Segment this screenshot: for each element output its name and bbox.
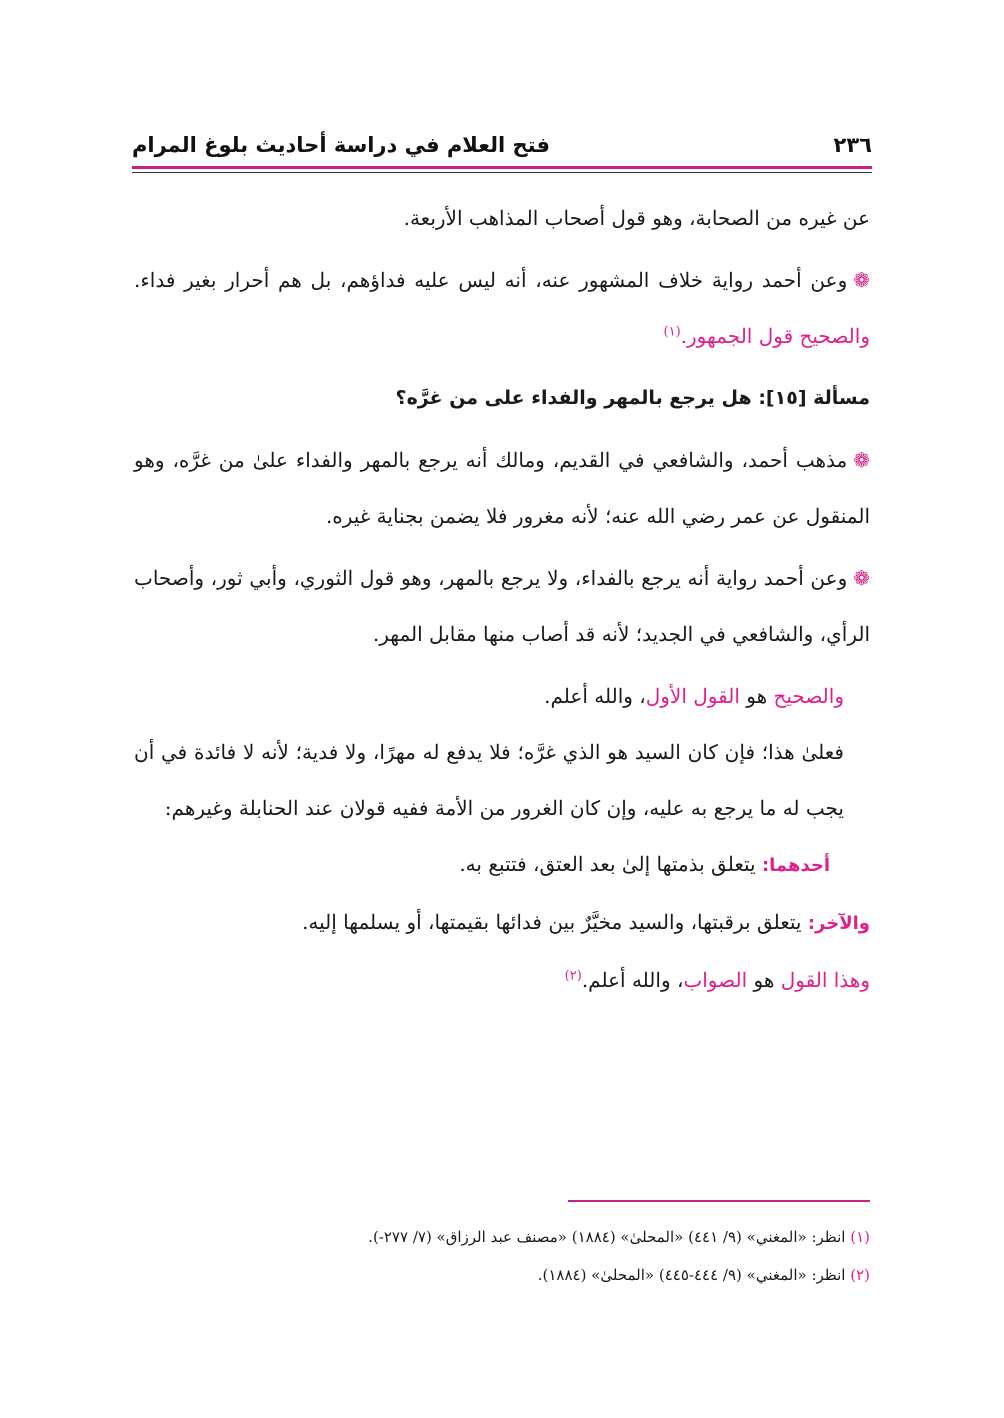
footnote-separator xyxy=(568,1200,870,1202)
text-allah-alam: ، والله أعلم. xyxy=(581,968,684,992)
footnote-1 xyxy=(134,1218,870,1256)
highlight-this-opinion: وهذا القول xyxy=(780,968,870,992)
opinion-one-text: يتعلق بذمتها إلىٰ بعد العتق، فتتبع به. xyxy=(459,852,756,876)
paragraph-text: مذهب أحمد، والشافعي في القديم، ومالك أنه يرجع بالمهر والفداء علىٰ من غرَّه، وهو المنقول عن عمر رضي الله عنه؛ لأنه مغرور فلا يضمن بجناية غيره. xyxy=(134,448,870,528)
footnote-number: (١) xyxy=(850,1228,870,1246)
paragraph-sahih xyxy=(134,668,870,724)
highlight-sahih: والصحيح xyxy=(773,684,844,708)
opinion-one xyxy=(134,836,870,894)
paragraph-text: وعن أحمد رواية أنه يرجع بالفداء، ولا يرجع بالمهر، وهو قول الثوري، وأبي ثور، وأصحاب الرأي، والشافعي في الجديد؛ لأنه قد أصاب منها مقابل المهر. xyxy=(134,566,870,646)
paragraph-ahmad-narration xyxy=(134,252,870,364)
footnote-number: (٢) xyxy=(850,1266,870,1284)
header-rule-thick xyxy=(132,166,872,169)
issue-heading xyxy=(134,370,870,426)
highlight-first-opinion: القول الأول xyxy=(645,684,740,708)
opinion-two xyxy=(134,894,870,952)
footnote-2 xyxy=(134,1256,870,1294)
paragraph-ahmad-second xyxy=(134,550,870,662)
header-rule-thin xyxy=(132,172,872,173)
issue-tag: مسألة [١٥]: xyxy=(758,387,870,409)
flower-ornament-icon: ❁ xyxy=(853,566,871,590)
opinion-two-text: يتعلق برقبتها، والسيد مخيَّرٌ بين فدائها بقيمتها، أو يسلمها إليه. xyxy=(302,910,802,934)
paragraph-continued: عن غيره من الصحابة، وهو قول أصحاب المذاهب الأربعة. xyxy=(403,206,870,230)
paragraph-madhhab xyxy=(134,432,870,544)
paragraph-final xyxy=(134,952,870,1008)
issue-title: هل يرجع بالمهر والفداء على من غرَّه؟ xyxy=(395,387,752,409)
flower-ornament-icon: ❁ xyxy=(853,268,870,292)
text-huwa: هو xyxy=(746,684,768,708)
book-title: فتح العلام في دراسة أحاديث بلوغ المرام xyxy=(132,133,550,157)
footnotes xyxy=(134,1218,870,1294)
paragraph-text: وعن أحمد رواية خلاف المشهور عنه، أنه ليس عليه فداؤهم، بل هم أحرار بغير فداء. xyxy=(134,268,848,292)
footnote-text: انظر: «المغني» (٩/ ٤٤١) «المحلىٰ» (١٨٨٤) «مصنف عبد الرزاق» (٧/ ٢٧٧-). xyxy=(368,1228,846,1246)
footnote-text: انظر: «المغني» (٩/ ٤٤٤-٤٤٥) «المحلىٰ» (١٨٨٤). xyxy=(537,1266,846,1284)
page-header xyxy=(132,128,872,162)
footnote-ref-2[interactable]: (٢) xyxy=(564,968,582,984)
label-first: أحدهما: xyxy=(761,855,830,876)
paragraph-conclusion: فعلىٰ هذا؛ فإن كان السيد هو الذي غرَّه؛ فلا يدفع له مهرًا، ولا فدية؛ لأنه لا فائدة في أن يجب له ما يرجع به عليه، وإن كان الغرور من الأمة ففيه قولان عند الحنابلة وغيرهم: xyxy=(134,740,844,820)
text-huwa: هو xyxy=(753,968,775,992)
highlight-correct: الصواب xyxy=(683,968,748,992)
highlight-sahih-jumhur: والصحيح قول الجمهور. xyxy=(680,324,870,348)
label-second: والآخر: xyxy=(807,913,870,934)
flower-ornament-icon: ❁ xyxy=(853,448,870,472)
body-text xyxy=(134,190,870,1008)
text-allah-alam: ، والله أعلم. xyxy=(544,684,646,708)
page-number: ٢٣٦ xyxy=(833,133,872,157)
footnote-ref-1[interactable]: (١) xyxy=(663,324,681,340)
